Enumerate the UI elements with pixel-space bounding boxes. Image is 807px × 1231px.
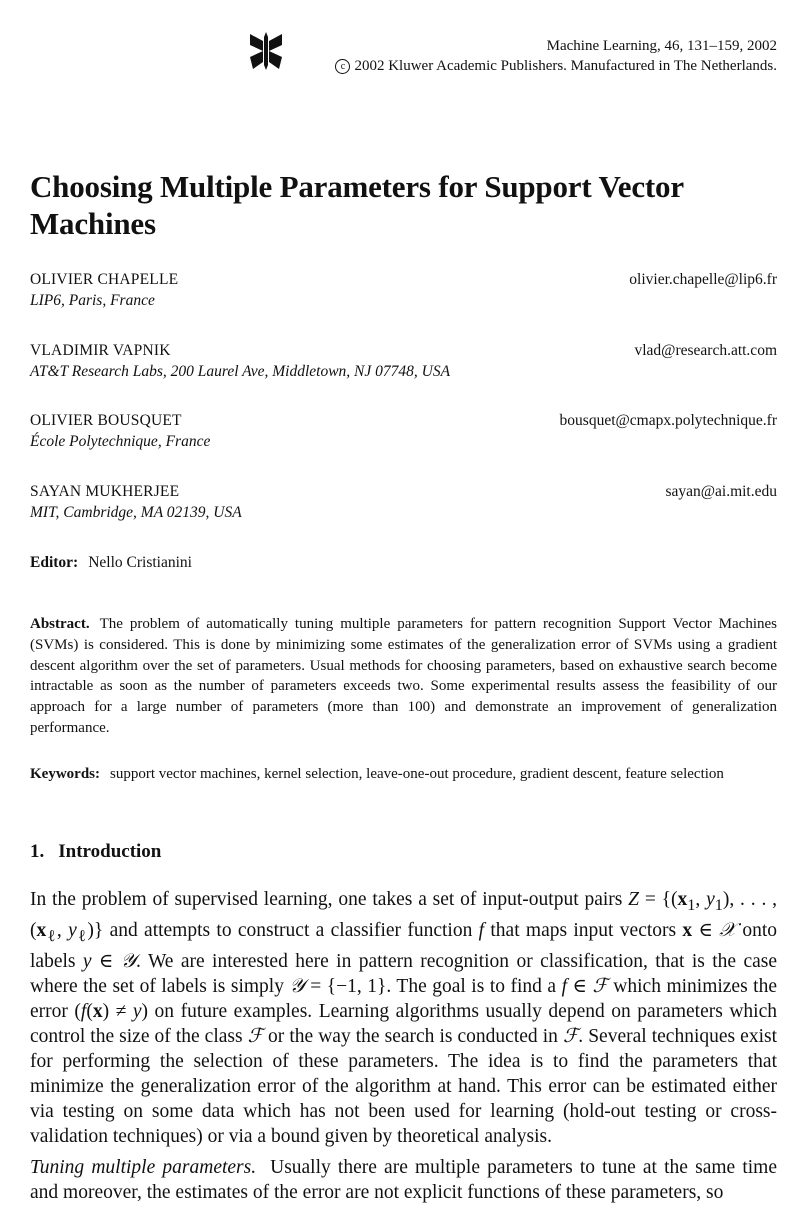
author-affiliation: LIP6, Paris, France — [30, 292, 155, 309]
author-block — [30, 269, 777, 311]
copyright-icon: c — [335, 59, 350, 74]
math-symbol: f — [80, 1000, 87, 1022]
text-run: ( — [86, 1000, 93, 1022]
text-run: that maps input vectors — [484, 919, 683, 941]
math-subscript: ℓ — [76, 926, 88, 945]
text-run: , — [56, 919, 69, 941]
author-block — [30, 481, 777, 523]
paper-title: Choosing Multiple Parameters for Support Vector Machines — [30, 169, 684, 241]
tuning-paragraph — [30, 1155, 777, 1205]
text-run: = {( — [639, 889, 678, 910]
text-run: Usually there are multiple parameters to tune at the same time and moreover, the estimates of the error are not explicit functions of these parameters, so — [30, 1157, 777, 1203]
section-number: 1. — [30, 841, 45, 862]
author-name: VLADIMIR VAPNIK — [30, 342, 171, 359]
text-run: = {−1, 1}. The goal is to find a — [304, 975, 562, 997]
text-run: ∈ — [566, 975, 593, 997]
copyright-notice — [335, 56, 777, 76]
keywords — [30, 764, 777, 785]
section-heading — [30, 840, 161, 864]
author-name: SAYAN MUKHERJEE — [30, 483, 180, 500]
abstract-label: Abstract. — [30, 616, 90, 632]
publisher-logo-icon — [248, 31, 284, 71]
author-email: vlad@research.att.com — [634, 342, 777, 359]
author-affiliation: École Polytechnique, France — [30, 433, 211, 450]
author-email: bousquet@cmapx.polytechnique.fr — [559, 412, 777, 429]
text-run: , — [695, 889, 707, 910]
math-symbol: y — [132, 1000, 142, 1022]
text-run: ) ≠ — [102, 1000, 133, 1022]
math-symbol: 𝒴 — [289, 975, 305, 997]
author-email: olivier.chapelle@lip6.fr — [629, 271, 777, 288]
math-symbol: f — [561, 975, 567, 997]
intro-paragraph — [30, 887, 777, 1149]
text-run: which minimizes the error ( — [30, 975, 778, 1022]
author-block — [30, 340, 777, 382]
editor-name: Nello Cristianini — [88, 554, 192, 571]
math-symbol: f — [478, 919, 485, 941]
text-run: )} and attempts to construct a classifier function — [87, 919, 479, 941]
math-symbol: x — [677, 889, 688, 910]
text-run: onto labels — [30, 919, 777, 972]
text-run: . Several techniques exist for performing the selection of these parameters. The idea is to find the parameters that minimize the generalization error of the algorithm at hand. This error can be estimated either via testing on some data which has not been used for learning (hold-out testing or cross-validation techniques) or via a bound given by theoretical analysis. — [30, 1025, 777, 1147]
math-symbol: y — [706, 889, 715, 910]
journal-header — [30, 30, 777, 76]
text-run: In the problem of supervised learning, one takes a set of input-output pairs — [30, 889, 629, 910]
math-symbol: x — [682, 919, 693, 941]
author-email: sayan@ai.mit.edu — [665, 483, 777, 500]
author-name: OLIVIER BOUSQUET — [30, 412, 182, 429]
text-run: . We are interested here in pattern recognition or classification, that is the case where the set of labels is simply — [30, 950, 778, 997]
editor-label: Editor: — [30, 554, 79, 571]
keywords-label: Keywords: — [30, 766, 100, 782]
text-run: or the way the search is conducted in — [263, 1025, 563, 1047]
abstract — [30, 614, 777, 739]
editor-line — [30, 552, 192, 573]
math-symbol: Z — [628, 889, 640, 910]
math-symbol: x — [92, 1000, 103, 1022]
math-symbol: ℱ — [592, 975, 608, 997]
section-title: Introduction — [58, 841, 162, 862]
keywords-text: support vector machines, kernel selection, leave-one-out procedure, gradient descent, feature selection — [110, 766, 724, 782]
author-affiliation: MIT, Cambridge, MA 02139, USA — [30, 504, 242, 521]
math-symbol: 𝒳 — [719, 919, 737, 941]
author-affiliation: AT&T Research Labs, 200 Laurel Ave, Middletown, NJ 07748, USA — [30, 363, 451, 380]
math-subscript: 1 — [687, 895, 696, 914]
author-name: OLIVIER CHAPELLE — [30, 271, 179, 288]
math-symbol: y — [68, 919, 77, 941]
text-run: ), . . . , ( — [30, 889, 778, 941]
author-block — [30, 410, 777, 452]
abstract-text: The problem of automatically tuning multiple parameters for pattern recognition Support Vector Machines (SVMs) is considered. This is done by minimizing some estimates of the generalization error of SVMs using a gradient descent algorithm over the set of parameters. Usual methods for choosing parameters, based on exhaustive search become intractable as soon as the number of parameters exceeds two. Some experimental results assess the feasibility of our approach for a large number of parameters (more than 100) and demonstrate an improvement of generalization performance. — [30, 616, 777, 736]
journal-info — [335, 36, 777, 76]
text-run: ∈ — [692, 919, 720, 941]
math-symbol: x — [36, 919, 47, 941]
text-run: ) on future examples. Learning algorithms usually depend on parameters which control the size of the class — [30, 1000, 778, 1047]
copyright-text: 2002 Kluwer Academic Publishers. Manufactured in The Netherlands. — [354, 58, 777, 74]
math-symbol: y — [82, 950, 92, 972]
math-symbol: ℱ — [562, 1025, 579, 1047]
paragraph-lead: Tuning multiple parameters. — [30, 1157, 257, 1178]
math-symbol: 𝒴 — [120, 950, 137, 972]
math-subscript: 1 — [714, 895, 723, 914]
math-subscript: ℓ — [46, 926, 57, 945]
journal-citation: Machine Learning, 46, 131–159, 2002 — [546, 38, 777, 54]
math-symbol: ℱ — [247, 1025, 263, 1047]
text-run: ∈ — [91, 950, 121, 972]
